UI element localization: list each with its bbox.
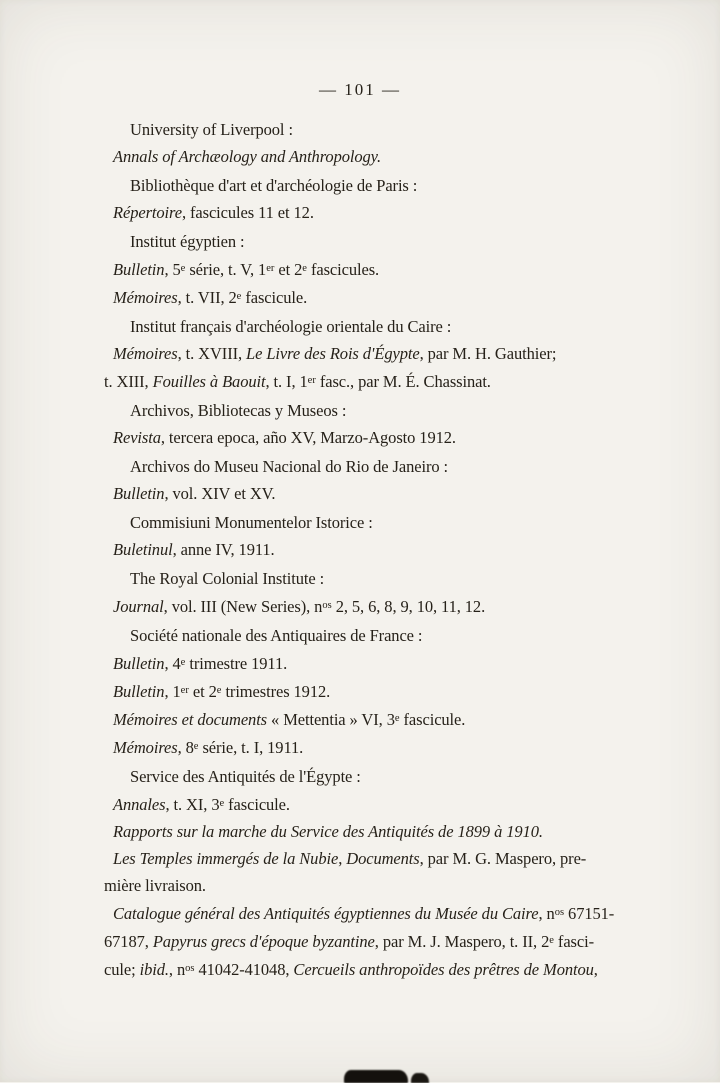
publication-entry <box>104 143 650 170</box>
text-segment: Institut français d'archéologie orientale du Caire : <box>130 317 452 336</box>
text-segment: Archivos do Museu Nacional do Rio de Janeiro : <box>130 457 449 476</box>
text-segment: , 4 <box>164 654 181 673</box>
text-segment: et 2 <box>188 682 217 701</box>
text-segment: e <box>180 657 186 668</box>
text-segment: Annales <box>113 795 166 814</box>
text-line <box>104 283 650 311</box>
text-segment: Répertoire <box>113 203 182 222</box>
text-segment: Mémoires et documents <box>113 710 267 729</box>
text-line <box>104 733 650 761</box>
institution-heading <box>104 453 650 480</box>
text-segment: Service des Antiquités de l'Égypte : <box>130 767 361 786</box>
text-segment: e <box>236 291 242 302</box>
text-line <box>104 899 650 927</box>
text-segment: Fouilles à Baouit <box>152 372 266 391</box>
text-segment: série, t. I, 1911. <box>198 738 304 757</box>
text-segment: série, t. V, 1 <box>185 260 267 279</box>
text-line <box>104 845 650 872</box>
publication-entry <box>104 705 650 733</box>
publication-entry <box>104 592 650 620</box>
text-segment: Mémoires <box>113 738 178 757</box>
text-line <box>104 255 650 283</box>
text-line <box>104 565 650 592</box>
publication-entry <box>104 424 650 451</box>
page-content <box>0 116 720 983</box>
text-line <box>104 790 650 818</box>
text-segment: , n <box>168 960 186 979</box>
text-segment: Le Livre des Rois d'Égypte <box>246 344 420 363</box>
text-segment: , anne IV, 1911. <box>172 540 275 559</box>
text-segment: er <box>180 685 189 696</box>
text-segment: er <box>266 263 275 274</box>
publication-entry <box>104 199 650 226</box>
text-line <box>104 453 650 480</box>
text-segment: , <box>593 960 598 979</box>
text-segment: e <box>193 741 199 752</box>
text-segment: trimestre 1911. <box>185 654 288 673</box>
text-segment: fasci- <box>553 932 594 951</box>
text-line <box>104 313 650 340</box>
text-segment: , fascicules 11 et 12. <box>181 203 314 222</box>
text-segment: , 1 <box>164 682 181 701</box>
text-segment: , par M. H. Gauthier; <box>419 344 557 363</box>
text-segment: Bulletin <box>113 260 165 279</box>
text-segment: Cercueils anthropoïdes des prêtres de Montou <box>293 960 594 979</box>
text-segment: Journal <box>113 597 164 616</box>
publication-entry <box>104 536 650 563</box>
text-segment: Revista <box>113 428 161 447</box>
publication-entry <box>104 790 650 818</box>
text-segment: Les Temples immergés de la Nubie <box>113 849 339 868</box>
text-line <box>104 116 650 143</box>
text-line <box>104 536 650 563</box>
institution-heading <box>104 116 650 143</box>
text-segment: , t. I, 1 <box>265 372 308 391</box>
text-line <box>104 927 650 955</box>
publication-entry <box>104 845 650 899</box>
text-segment: « Mettentia » VI, 3 <box>267 710 395 729</box>
institution-heading <box>104 565 650 592</box>
institution-heading <box>104 622 650 649</box>
text-segment: Bulletin <box>113 654 165 673</box>
text-segment: e <box>219 798 225 809</box>
text-segment: Bulletin <box>113 682 165 701</box>
text-segment: e <box>180 263 186 274</box>
institution-heading <box>104 228 650 255</box>
publication-entry <box>104 480 650 507</box>
publication-entry <box>104 677 650 705</box>
text-segment: t. XIII, <box>104 372 153 391</box>
text-line <box>104 172 650 199</box>
text-segment: 67151- <box>564 904 615 923</box>
ink-smudge <box>344 1070 408 1083</box>
text-segment: os <box>554 907 565 918</box>
text-segment: ibid. <box>139 960 169 979</box>
text-segment: trimestres 1912. <box>221 682 331 701</box>
text-segment: Buletinul <box>113 540 173 559</box>
text-segment: e <box>302 263 307 274</box>
text-segment: University of Liverpool : <box>130 120 293 139</box>
text-segment: fasc., par M. É. Chassinat. <box>315 372 491 391</box>
text-segment: mière livraison. <box>104 876 206 895</box>
text-segment: , tercera epoca, año XV, Marzo-Agosto 1912. <box>160 428 456 447</box>
text-line <box>104 872 650 899</box>
text-segment: The Royal Colonial Institute : <box>130 569 325 588</box>
text-line <box>104 480 650 507</box>
text-segment: Rapports sur la marche du Service des Antiquités de 1899 à 1910. <box>113 822 543 841</box>
text-line <box>104 199 650 226</box>
text-segment: , par M. G. Maspero, pre- <box>419 849 587 868</box>
text-line <box>104 818 650 845</box>
text-segment: , 5 <box>164 260 181 279</box>
text-segment: fascicule. <box>399 710 466 729</box>
text-segment: Documents <box>346 849 420 868</box>
text-line <box>104 397 650 424</box>
text-line <box>104 622 650 649</box>
text-segment: e <box>549 935 554 946</box>
text-line <box>104 763 650 790</box>
text-line <box>104 705 650 733</box>
text-segment: os <box>322 600 332 611</box>
text-segment: , <box>338 849 347 868</box>
publication-entry <box>104 899 650 983</box>
text-line <box>104 509 650 536</box>
text-segment: , n <box>538 904 555 923</box>
institution-heading <box>104 397 650 424</box>
text-segment: Commisiuni Monumentelor Istorice : <box>130 513 373 532</box>
text-segment: Institut égyptien : <box>130 232 245 251</box>
text-segment: Archivos, Bibliotecas y Museos : <box>130 401 347 420</box>
text-line <box>104 677 650 705</box>
text-line <box>104 955 650 983</box>
text-segment: er <box>307 375 316 386</box>
text-segment: Annals of Archæology and Anthropology. <box>113 147 381 166</box>
text-line <box>104 340 650 367</box>
text-segment: , vol. XIV et XV. <box>164 484 276 503</box>
publication-entry <box>104 340 650 395</box>
text-line <box>104 424 650 451</box>
text-segment: Papyrus grecs d'époque byzantine <box>152 932 375 951</box>
text-segment: , t. XVIII, <box>177 344 247 363</box>
text-segment: 2, 5, 6, 8, 9, 10, 11, 12. <box>331 597 486 616</box>
page-number: — 101 — <box>319 80 401 99</box>
text-segment: Société nationale des Antiquaires de France : <box>130 626 423 645</box>
text-segment: , t. XI, 3 <box>165 795 220 814</box>
text-segment: 67187, <box>104 932 153 951</box>
text-line <box>104 649 650 677</box>
text-segment: et 2 <box>274 260 303 279</box>
text-segment: Bibliothèque d'art et d'archéologie de Paris : <box>130 176 418 195</box>
text-segment: Catalogue général des Antiquités égyptiennes du Musée du Caire <box>113 904 539 923</box>
text-segment: , par M. J. Maspero, t. II, 2 <box>374 932 550 951</box>
text-line <box>104 367 650 395</box>
text-segment: Bulletin <box>113 484 165 503</box>
text-segment: Mémoires <box>113 344 178 363</box>
publication-entry <box>104 283 650 311</box>
text-segment: , 8 <box>177 738 194 757</box>
text-segment: fascicules. <box>306 260 380 279</box>
institution-heading <box>104 763 650 790</box>
text-line <box>104 143 650 170</box>
publication-entry <box>104 649 650 677</box>
text-segment: fascicule. <box>224 795 290 814</box>
text-line <box>104 228 650 255</box>
text-segment: cule; <box>104 960 140 979</box>
text-segment: Mémoires <box>113 288 178 307</box>
institution-heading <box>104 509 650 536</box>
text-segment: fascicule. <box>241 288 308 307</box>
text-segment: os <box>185 963 195 974</box>
text-segment: e <box>394 713 400 724</box>
text-segment: , vol. III (New Series), n <box>163 597 323 616</box>
institution-heading <box>104 172 650 199</box>
publication-entry <box>104 818 650 845</box>
publication-entry <box>104 255 650 283</box>
text-segment: e <box>216 685 222 696</box>
text-segment: , t. VII, 2 <box>177 288 237 307</box>
text-segment: 41042-41048, <box>194 960 294 979</box>
institution-heading <box>104 313 650 340</box>
publication-entry <box>104 733 650 761</box>
text-line <box>104 592 650 620</box>
